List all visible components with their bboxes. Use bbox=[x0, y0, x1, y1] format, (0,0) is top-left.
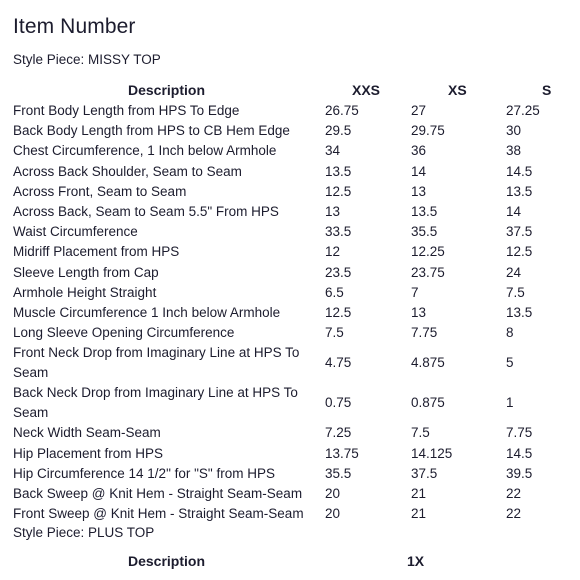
cell-xs: 4.875 bbox=[411, 355, 445, 371]
table-row bbox=[0, 121, 580, 141]
cell-xxs: 23.5 bbox=[325, 264, 352, 280]
row-description: Waist Circumference bbox=[13, 224, 138, 240]
cell-xs: 21 bbox=[411, 486, 427, 502]
cell-xxs: 7.25 bbox=[325, 425, 352, 441]
header-description: Description bbox=[128, 82, 206, 98]
header2-description: Description bbox=[128, 553, 206, 570]
cell-xxs: 29.5 bbox=[325, 123, 352, 139]
cell-s: 38 bbox=[506, 143, 522, 159]
cell-xxs: 12.5 bbox=[325, 305, 352, 321]
cell-s: 24 bbox=[506, 264, 522, 280]
cell-xxs: 12.5 bbox=[325, 183, 352, 199]
cell-s: 1 bbox=[506, 395, 514, 411]
table-row bbox=[0, 504, 580, 524]
cell-s: 8 bbox=[506, 325, 514, 341]
row-description: Midriff Placement from HPS bbox=[13, 244, 180, 260]
cell-xs: 12.25 bbox=[411, 244, 445, 260]
cell-s: 30 bbox=[506, 123, 522, 139]
cell-xxs: 4.75 bbox=[325, 355, 352, 371]
cell-s: 7.75 bbox=[506, 425, 533, 441]
row-description: Back Sweep @ Knit Hem - Straight Seam-Seam bbox=[13, 486, 303, 501]
cell-xs: 13 bbox=[411, 183, 427, 199]
header-xs: XS bbox=[448, 82, 467, 98]
cell-xxs: 6.5 bbox=[325, 284, 344, 300]
cell-xs: 7.75 bbox=[411, 325, 438, 341]
cell-xs: 7.5 bbox=[411, 425, 430, 441]
row-description: Across Front, Seam to Seam bbox=[13, 183, 187, 199]
table-row bbox=[0, 101, 580, 121]
cell-xxs: 13.5 bbox=[325, 163, 352, 179]
cell-xxs: 35.5 bbox=[325, 465, 352, 481]
row-description: Hip Placement from HPS bbox=[13, 445, 164, 461]
table-row bbox=[0, 263, 580, 283]
cell-xs: 14.125 bbox=[411, 445, 453, 461]
row-description: Muscle Circumference 1 Inch below Armhole bbox=[13, 305, 281, 320]
cell-xxs: 26.75 bbox=[325, 103, 359, 119]
cell-xxs: 33.5 bbox=[325, 224, 352, 240]
row-description: Back Neck Drop from Imaginary Line at HPS To Seam bbox=[13, 385, 298, 421]
table-row bbox=[0, 141, 580, 161]
cell-xs: 37.5 bbox=[411, 465, 438, 481]
table-row bbox=[0, 283, 580, 303]
table-row bbox=[0, 303, 580, 323]
page-title: Item Number bbox=[13, 15, 136, 38]
row-description: Front Sweep @ Knit Hem - Straight Seam-Seam bbox=[13, 506, 304, 522]
table-row bbox=[0, 383, 580, 423]
cell-xs: 13 bbox=[411, 305, 427, 321]
table-row bbox=[0, 484, 580, 504]
cell-xs: 14 bbox=[411, 163, 427, 179]
row-description: Across Back, Seam to Seam 5.5" From HPS bbox=[13, 204, 279, 219]
row-description: Chest Circumference, 1 Inch below Armhole bbox=[13, 143, 277, 159]
cell-xxs: 7.5 bbox=[325, 325, 344, 341]
cell-xs: 21 bbox=[411, 506, 427, 522]
cell-xs: 35.5 bbox=[411, 224, 438, 240]
cell-s: 14.5 bbox=[506, 163, 533, 179]
cell-xs: 27 bbox=[411, 103, 427, 119]
row-description: Front Body Length from HPS To Edge bbox=[13, 103, 240, 118]
cell-xs: 29.75 bbox=[411, 123, 445, 139]
cell-xxs: 12 bbox=[325, 244, 341, 260]
table-row bbox=[0, 343, 580, 383]
cell-s: 22 bbox=[506, 486, 522, 502]
cell-s: 14.5 bbox=[506, 445, 533, 461]
row-description: Sleeve Length from Cap bbox=[13, 264, 159, 280]
cell-s: 39.5 bbox=[506, 465, 533, 481]
cell-s: 27.25 bbox=[506, 103, 540, 119]
cell-s: 37.5 bbox=[506, 224, 533, 240]
row-description: Neck Width Seam-Seam bbox=[13, 425, 161, 441]
row-description: Armhole Height Straight bbox=[13, 284, 157, 300]
header-xxs: XXS bbox=[352, 82, 381, 98]
cell-xxs: 34 bbox=[325, 143, 341, 159]
row-description: Long Sleeve Opening Circumference bbox=[13, 325, 235, 341]
cell-xs: 13.5 bbox=[411, 204, 438, 220]
cell-s: 13.5 bbox=[506, 305, 533, 321]
table-row bbox=[0, 242, 580, 262]
cell-s: 14 bbox=[506, 204, 522, 220]
table-row bbox=[0, 182, 580, 202]
cell-s: 13.5 bbox=[506, 183, 533, 199]
style-piece-plus: Style Piece: PLUS TOP bbox=[13, 525, 155, 541]
cell-s: 5 bbox=[506, 355, 514, 371]
table-row bbox=[0, 444, 580, 464]
row-description: Back Body Length from HPS to CB Hem Edge bbox=[13, 123, 290, 139]
header2-1x: 1X bbox=[407, 553, 425, 570]
cell-xxs: 20 bbox=[325, 486, 341, 502]
row-description: Across Back Shoulder, Seam to Seam bbox=[13, 163, 242, 179]
cell-xxs: 13 bbox=[325, 204, 341, 220]
table-row bbox=[0, 202, 580, 222]
cell-xs: 0.875 bbox=[411, 395, 445, 411]
cell-xs: 7 bbox=[411, 284, 419, 300]
table-row bbox=[0, 222, 580, 242]
cell-s: 22 bbox=[506, 506, 522, 522]
cell-xs: 36 bbox=[411, 143, 427, 159]
cell-s: 12.5 bbox=[506, 244, 533, 260]
cell-xxs: 20 bbox=[325, 506, 341, 522]
table-row bbox=[0, 323, 580, 343]
style-piece-missy: Style Piece: MISSY TOP bbox=[13, 52, 161, 67]
row-description: Front Neck Drop from Imaginary Line at HPS To Seam bbox=[13, 345, 300, 381]
row-description: Hip Circumference 14 1/2" for "S" from HPS bbox=[13, 465, 275, 481]
cell-xxs: 0.75 bbox=[325, 395, 352, 411]
cell-xxs: 13.75 bbox=[325, 445, 359, 461]
header-s: S bbox=[542, 82, 552, 98]
table-row bbox=[0, 464, 580, 484]
cell-xs: 23.75 bbox=[411, 264, 445, 280]
table-row bbox=[0, 423, 580, 443]
table-row bbox=[0, 162, 580, 182]
cell-s: 7.5 bbox=[506, 284, 525, 300]
